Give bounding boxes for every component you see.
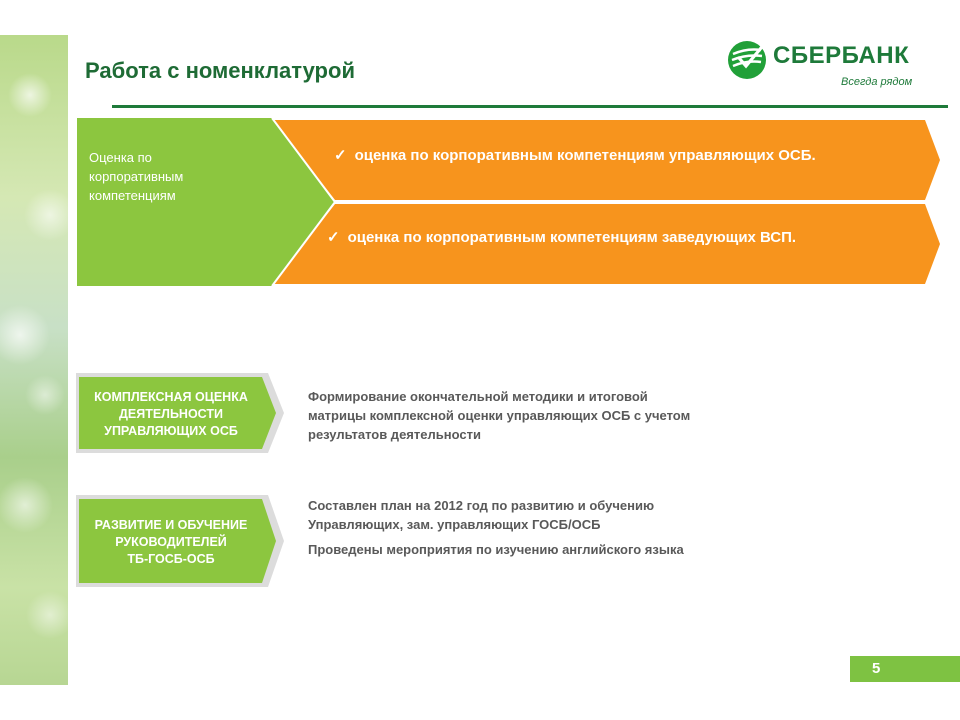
block1-item-2-text: оценка по корпоративным компетенциям заведующих ВСП. bbox=[347, 229, 797, 246]
development-training-text: РАЗВИТИЕ И ОБУЧЕНИЕ РУКОВОДИТЕЛЕЙ ТБ-ГОСБ-ОСБ bbox=[94, 518, 248, 566]
sberbank-logo bbox=[727, 40, 927, 92]
block1-label: Оценка по корпоративным компетенциям bbox=[89, 150, 184, 203]
english-language-description: Проведены мероприятия по изучению английского языка bbox=[308, 542, 684, 557]
logo-wordmark: СБЕРБАНК bbox=[773, 42, 910, 69]
title-underline bbox=[112, 105, 948, 108]
complex-evaluation-text: КОМПЛЕКСНАЯ ОЦЕНКА ДЕЯТЕЛЬНОСТИ УПРАВЛЯЮЩИХ ОСБ bbox=[94, 390, 248, 438]
checkmark-icon: ✓ bbox=[327, 229, 340, 246]
page-title: Работа с номенклатурой bbox=[85, 58, 355, 83]
page-number: 5 bbox=[872, 660, 881, 677]
complex-evaluation-label bbox=[76, 373, 286, 453]
block1-item-1-text: оценка по корпоративным компетенциям управляющих ОСБ. bbox=[354, 147, 816, 164]
development-training-label bbox=[76, 495, 286, 587]
complex-evaluation-description: Формирование окончательной методики и итоговой матрицы комплексной оценки управляющих ОСБ с учетом результатов деятельности bbox=[308, 389, 691, 442]
page-number-badge bbox=[850, 656, 960, 682]
block1-item-1 bbox=[334, 146, 816, 164]
sberbank-logo-icon bbox=[727, 40, 767, 80]
side-decorative-image bbox=[0, 35, 68, 685]
block1-item-2 bbox=[327, 228, 796, 246]
checkmark-icon: ✓ bbox=[334, 147, 347, 164]
development-plan-description: Составлен план на 2012 год по развитию и обучению Управляющих, зам. управляющих ГОСБ/ОСБ bbox=[308, 498, 655, 532]
competency-assessment-block bbox=[77, 118, 942, 286]
logo-tagline: Всегда рядом bbox=[841, 76, 913, 88]
